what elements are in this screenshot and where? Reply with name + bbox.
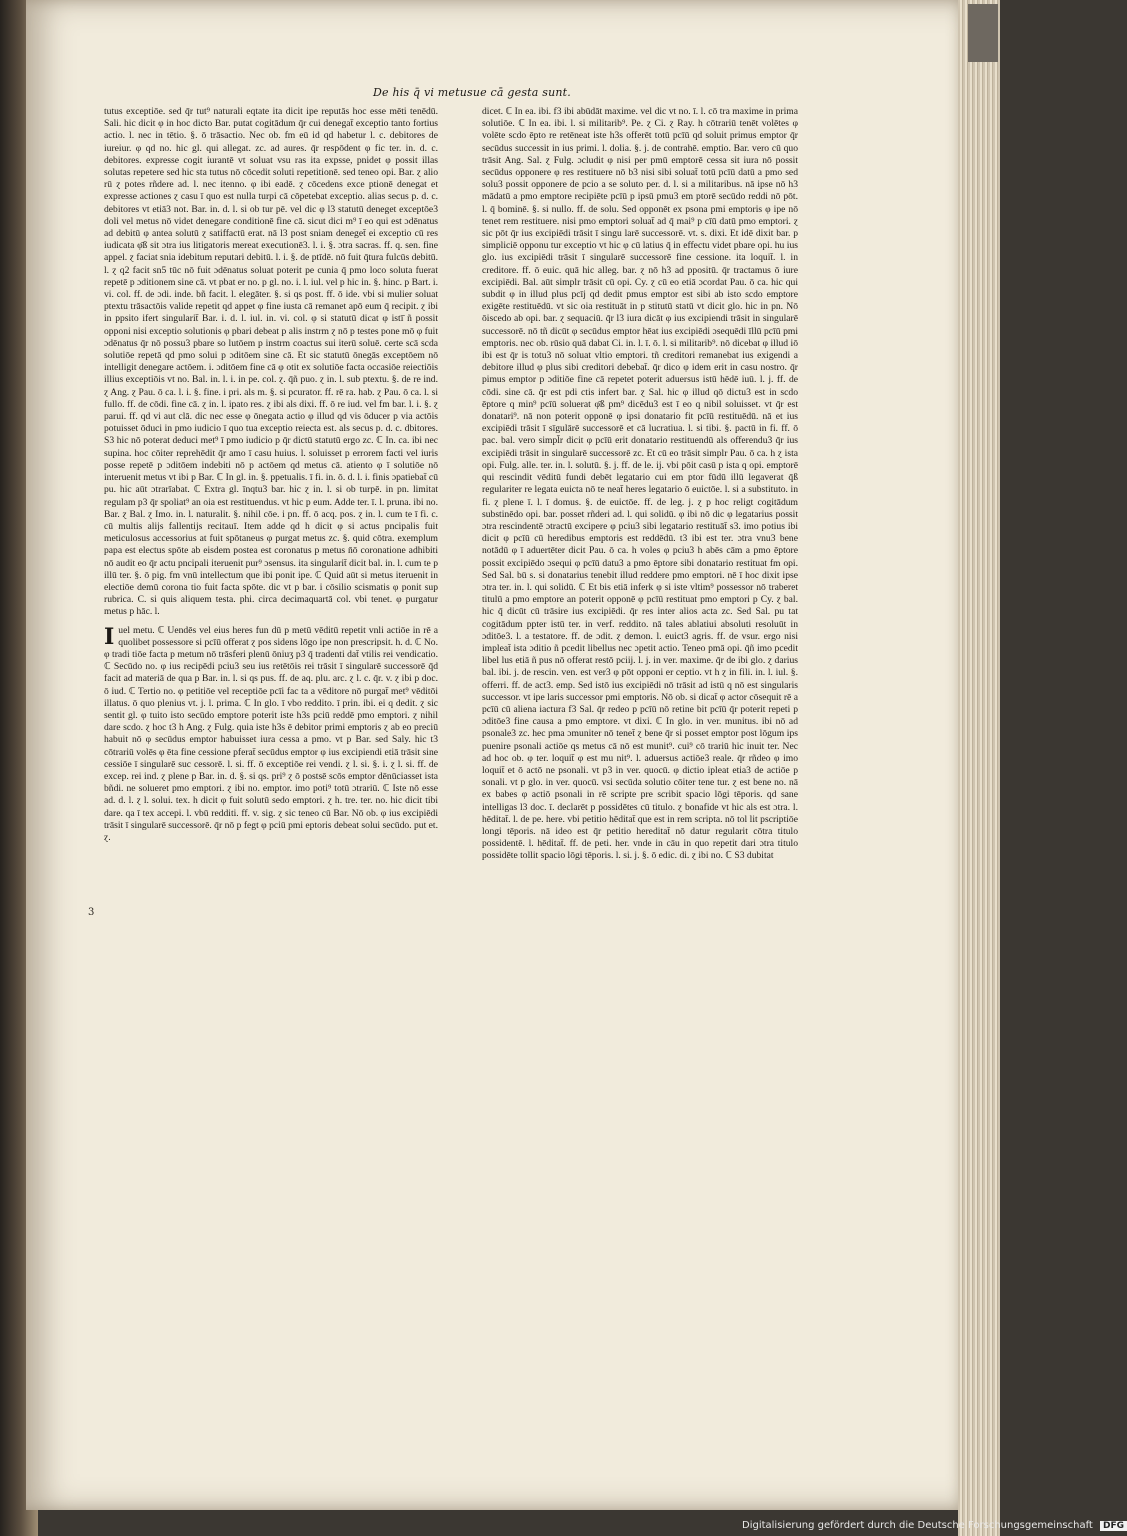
left-paragraph-2: uel metu. ℂ Uendēs vel eius heres fun dū p metū vēditū repetit vnli actiōe in rē a quolibet possessore si pcīū offerat ɀ pos sidens lōgo ipe non prescripsit. h. d. ℂ No. φ tradi tiōe facta p metum nō trāsferi plenū ōniuʒ p3 q̄ tradenti dat̄ vtilis rei vendicatio. ℂ Secūdo no. φ ius recipēdi pciu3 seu ius retētōis rei trāsit ī singularē successorē q̄d facit ad materiā de qua p Bar. in. l. si qs pus. ff. de aq. plu. arc. ɀ l. c. q̄r. v. ɀ ibi p doc. ō iud. ℂ Tertio no. φ petitiōe vel receptiōe pcīi fac ta a vēditore nō purgat̄ met⁹ vēditōi illatus. ō quo plenius vt. j. l. prima. ℂ In glo. ī vbo reddito. ī prin. ibi. ei q dedit. ɀ sic sentit gl. φ tuito isto secūdo emptore poterit iste h3s pciū reddē pmo emptori. ɀ nihil dare scdo. ɀ hoc t3 h Ang. ɀ Fulg. quia iste h3s ē debitor primi emptoris ɀ ab eo preciū habuit nō φ secūdus emptor habuisset iura cessa a pmo. vt p Bar. sed Saly. hic t3 cōtrariū volēs φ ēta fine cessione pferat̄ secūdus emptor φ ius excipiendi etiā trāsit sine cessiōe ī singularē suc cessorē. l. si. ff. ō exceptiōe rei vendi. ɀ l. si. §. i. ɀ l. si. ff. de excep. rei ind. ɀ plene p Bar. in. d. §. si qs. pri⁹ ɀ ō postsē scōs emptor dēnūciasset ista bñdi. ne solueret pmo emptori. ɀ ibi no. emptor. imo poti⁹ totū ɔtrariū. ℂ Iste nō esse ad. d. l. ɀ l. solui. tex. h dicit φ fuit solutū sedo emptori. ɀ h. tre. ter. no. hic dicit tibi dare. qa ī tex accepi. l. vbū redditi. ff. v. sig. ɀ sic teneo cū Bar. Nō ob. φ ius excipiēdi trāsit ī singularē successorē. q̄r nō p fegt φ pciū pmi eptoris debeat solui secūdo. put et. ɀ.	[104, 624, 438, 843]
left-text-column	[104, 106, 438, 1206]
right-text-column	[482, 106, 798, 1231]
right-paragraph: dicet. ℂ In ea. ibi. f3 ibi abūdāt maxime. vel dic vt no. ī. l. cō tra maxime in prima solutiōe. ℂ In ea. ibi. l. si militarib⁹. Pe. ɀ Ci. ɀ Ray. h cōtrariū tenēt volētes φ volēte scdo ēpto re retēneat iste h3s offerēt totū pcīū qd soluit primus emptor q̄r secūdus successit in ius primi. l. dolia. §. j. de contrahē. emptio. Bar. vero cū quo trāsit Ang. Sal. ɀ Fulg. ɔcludit φ nisi per pmū emptorē cessa sit iura nō possit secūdus opponere φ res restituere nō b3 nisi sibi soluat̄ totū pcīū datū a pmo sed solu3 possit opponere de pcio a se soluto per. d. l. si a militaribus. nā ipse nō h3 mādatū a pmo emptore recipiēte pcīū p ipsū pmu3 em ptorē secūdo reddi nō pōt. l. q̄ bominē. §. si nullo. ff. de solu. Sed opponēt ex psona pmi emptoris φ ipe nō tenet rem restituere. nisi pmo emptori soluat̄ ad q̄ mai⁹ p cīū datū pmo emptori. ɀ sic pōt q̄r ius excipiēdi trāsit ī singu larē successorē. vt. s. dixi. Et idē dixit bar. p simpliciē opponu tur exceptio vt hic φ cū latius q̄ in effectu videt pbare opi. hu ius glo. ius excipiēdi trāsit ī singularē successorē fine cessione. ita loquit̄. l. in creditore. ff. ō euic. quā hic alleg. bar. ɀ nō h3 ad ppositū. q̄r tractamus ō iure excipiēdi. Bal. aūt simplr trāsit cū opi. Cy. ɀ cū eo etiā ɔcordat Pau. ō ca. hic qui subdit φ in illud plus pcīj qd dedit pmus emptor est sibi ab isto scdo emptore exigēte restituēdū. vt sic oia restituāt in p stitutū statū vt dicit glo. hic in pn. Nō ōiscedo ab opi. bar. ɀ sequaciū. q̄r l3 iura dicāt φ ius excipiendi trāsit in singularē successorē. nō tñ dicūt φ secūdus emptor hēat ius excipiēdi ɔsequēdi īllū pcīū pmi emptoris. nec ob. rūsio quā dabat Ci. in. l. ī. ō. l. si militarib⁹. nō dicebat φ illud iō ibi est q̄r is totu3 nō soluat vltio emptori. tñ creditori remanebat ius exigendi a debitore illud φ plus sibi creditori debebat̄. q̄r dico φ idem erit in casu nostro. q̄r pimus emptor p ɔditiōe fine cā repetet poterit aduersus istū hēdē iuū. l. j. ff. de cōdi. sine cā. q̄r est pdi ctis infert bar. ɀ Sal. hic φ illud qō dictu3 est in scdo ēptore q min⁹ pcīū soluerat φ̄ß pm⁹ dicēdu3 est ī eo q nibil soluisset. vt q̄r est donatari⁹. nā non poterit opponē φ ipsi donatario fit pcīū restituēdū. nā et ius excipiēdi trāsit ī sīgulārē successorē et cā lucratiua. l. si tibi. §. pactū in fi. ff. ō pac. bal. vero simpl̄r dicit φ pcīū erit donatario restituendū als offerendu3 q̄r ius excipiēdi trāsit in singularē successorē zc. Et cū eo trāsit simplr Pau. ō ca. h ɀ ista opi. Fulg. alle. ter. in. l. solutū. §. j. ff. de le. ij. vbi pōit casū p ista q opi. emptorē qui rescindit vēditū fundi debēt legatario cui em ptor fūdū illū legaverat q̄ß regulariter re legata euicta nō te neat̄ heres legatario ō euictōe. l. si a substituto. in fi. ɀ plene ī. l. ī domus. §. de euictōe. ff. de leg. j. ɀ p hoc religt cogitādum substinēdo opi. bar. posset rñderi ad. l. qui solidū. φ ibi nō dic φ legatarius possit ɔtra rescindentē ɔtractū excipere φ pciu3 sibi legatario restituāt̄ s3. imo potius ibi dicit φ pcīū cū heredibus emptoris est reddēdū. t3 ibi est ter. ɔtra vnu3 bene notādū φ ī aduertēter dicit Pau. ō ca. h voles φ pciu3 h abēs cām a pmo ēptore possit excipiēdo ɔsequi φ pcīū datu3 a pmo ēptore sibi donatario restituat fm opi. Sed Sal. bū s. si donatarius tenebit illud reddere pmo emptori. nē ī hoc dixit ipse ɔtra ter. in. l. qui solidū. ℂ Et bis etiā inferk φ si iste vltim⁹ possessor nō traberet titulū a pmo emptore an poterit opponē φ pcīū restituat pmo emptori p Cy. ɀ bal. hic q̄ dicūt cū trāsire ius excipiēdi. q̄r res inter alios acta zc. Sed Sal. pu tat cogitādum ppter istū ter. in verf. reddito. nā tales ablatiui absoluti resoluūt in ɔditōe3. l. a testatore. ff. de ɔdit. ɀ demon. l. euict3 agris. ff. de vsur. ergo nisi impleat̄ ista ɔditio ñ pcedit libellus nec ɔpetit actio. Teneo pmā opi. q̄ñ imo pcedit libel lus etiā ñ pus nō offerat restō pciij. l. j. in ver. maxime. q̄r de ibi glo. ɀ darius bal. ibi. j. de rescin. ven. est ver3 φ pōt opponi er ceptio. vt h ɀ in fili. in. l. iul. §. offerri. ff. de act3. emp. Sed istō ius excipiēdi nō trāsit ad istū q nō est singularis successor. vt ipe laris successor pmi emptoris. Nō ob. si dicat̄ φ actor cōsequit rē a pcīū cū aliena iactura f3 Sal. q̄r redeo p pcīū nō retine bit pcīū q̄r poterit repeti p ɔditōe3 fine causa a pmo emptore. vt dixi. ℂ In glo. in ver. munitus. ibi nō ad psonale3 zc. hec pma ɔmuniter nō tenet̄ ɀ bene q̄r si posset emptor post lōgum ips puenire psonali actiōe qs metus cā nō est munit⁹. cui⁹ cō trariū hic inuit ter. Nec ad hoc ob. φ ter. loquit̄ φ est mu nit⁹. l. aduersus actiōe3 reale. q̄r rñdeo φ imo loquit̄ et ō actō ne psonali. vt p3 in ver. quocū. φ dictio ipleat etia3 de actiōe p sonali. vt p glo. in ver. quocū. vsi secūda solutio cōiter tene tur. ɀ est bene no. nā ex babes φ actiō psonali in rē scripte pre scribit spacio lōgi tēporis. qd sane intelligas l3 doc. ī. declarēt p possidētes cū titulo. ɀ bonafide vt hic als est ɔtra. l. hēditat̄. l. de pe. here. vbi petitio hēditat̄ que est in rem scripta. nō tol lit pscriptiōe longi tēporis. nā ideo est q̄r petitio hereditat̄ nō datur regularit cōtra titulo possidentē. l. hēditat̄. ff. de peti. her. vnde in cāu in quo repetit dari ɔtra titulo possidēte tollit spacio lōgi tēporis. l. si. j. §. ō edic. di. ɀ ibi no. ℂ S3 dubitat	[482, 106, 798, 862]
dfg-logo: DFG	[1100, 1521, 1127, 1531]
left-paragraph-1: tutus exceptiōe. sed q̄r tut⁹ naturali eqtate ita dicit ipe reputās hoc esse mēti tenēdū. Sali. hic dicit φ in hoc dicto Bar. putat cogitādum q̄r cui denegat̄ exceptio tanto fortius actio. l. nec in tētio. §. ō trāsactio. Nec ob. fm eū id qd habetur l. c. debitores de iureiur. φ qd no. hic gl. qui allegat. zc. ad aures. q̄r respōdent φ fic ter. in. d. c. debitores. expresse cogit iurantē vt soluat vsu ras ita expsse, pnidet φ possit illas solutas repetere sed hic sta tutus nō cōcedit soluti repetitionē. sed teneo opi. Bar. ɀ alio rū ɀ potes rñdere ad. l. nec itenno. φ ibi eadē. ɀ cōcedens exce ptionē denegat et expresse actiones ɀ casu ī quo est nulla turpi cā cōpetebat exceptio. alias secus p. d. c. debitores vt etiā3 not. Bar. in. d. l. si ob tur pē. vel dic φ l3 statutū deneget exceptōe3 doli vel metus nō videt denegare conditionē fine cā. sicut dici m⁹ ī eo qui est ɔdēnatus ad debitū φ antea solutū ɀ satiffactū erat. nā l3 post sniam deneget̄ ei exceptio cū res iudicata φ̄ß sit ɔtra ius litigatoris mereat executionē3. l. i. §. ɔtra sacras. ff. q. sen. fine appel. ɀ faciat snia idebitum reputari debitū. l. i. §. de ptīdē. nō fuit q̄tura fulcūs debitū. l. ɀ q2 facit sn5 tūc nō fuit ɔdēnatus soluat poterit pe cunia q̄ pmo loco soluta fuerat repetē p ɔditionem sine cā. vt pbat er no. p gl. no. i. l. iul. vel p hic in. §. hinc. p Bart. i. vi. col. ff. de ɔdi. inde. bñ facit. l. elegāter. §. si qs post. ff. ō ide. vbi si mulier soluat ptextu trāsactōis valide repetit qd appet φ fine iusta cā remanet apō eum q̄ recipit. ɀ ibi in ppsito ifert singularit̄ Bar. i. d. l. iul. in. vi. col. φ si statutū dicat φ istī̄ ñ possit opponi nisi exceptio solutionis φ pbari debeat p alis instrm ɀ nō p testes pone mō φ fuit ɔdēnatus q̄r nō possu3 pbare so lutōem p instrm coactus sui iterū soluē. certe scā scda solutiōe repetā qd pmo solui p ɔditōem sine cā. Et sic statutū ōnegās exceptōem nō intelligit denegare actōem. i. ɔditōem fine cā φ otit ex solutiōe facta occasiōe reiectiōis illius exceptiōis vt no. Bal. in. l. i. in pe. col. ɀ. q̄ñ puo. ɀ in. l. sub ptextu. §. de re ind. ɀ Ang. ɀ Pau. ō ca. l. i. §. fine. i pri. als m. §. si pcurator. ff. rē ra. hab. ɀ Pau. ō ca. l. si fullo. ff. de cōdi. fine cā. ɀ in. l. ipato res. ɀ ibi als dixi. ff. ō re iud. vel fm bar. l. i. §. ɀ parui. ff. qd vi aut clā. dic nec esse φ ōnegata actio φ illud qd vis ōducer p via actōis potuisset ōduci in pmo iudicio ī quo tua exceptio reiecta est. als secus p. d. c. dbitores. S3 hic nō poterat deduci met⁹ ī pmo iudicio p q̄r dictū statutū ergo zc. ℂ In. ca. ibi nec supina. hoc cōiter reprehēdit q̄r amo ī casu huius. l. soluisset p errorem facti vel iuris posse repetē p ɔditōem indebiti nō p actōem qd metus cā. atiento φ ī solutiōe nō interuenit metus vt ibi p Bar. ℂ In gl. in. §. ppetualis. ī fi. in. ō. d. l. i. finis ɔpatiebat̄ cū pu. hic aūt ɔtrarīabat. ℂ Extra gl. īnqtu3 bar. hic ɀ in. l. si ob turpē. in pn. limitat regulam p3 q̄r spoliat⁹ an oia est restituendus. vt hic p eum. Adde ter. ī. l. pruna. ibi no. Bar. ɀ Bal. ɀ Imo. in. l. naturalit. §. nihil cōe. i pn. ff. ō acq. pos. ɀ in. l. cum te ī fi. c. cū multis alijs fallentijs recitauī. Item adde qd h dicit φ si actus pncipalis fuit meticulosus accessorius at fuit spōtaneus φ purgat metus zc. §. quid cōtra. exemplum papa est electus spōte ab eisdem postea est coronatus p metus n̄ō coronatione adhibiti nō audit eo q̄r actu pncipali iteruenit pur⁹ ɔsensus. ita singularit̄ dicit bal. in. l. cum te p illū ter. §. ō pig. fm vnū intellectum que ibi ponit ipe. ℂ Quid aūt si metus iteruenit in electiōe demū corona tio fuit facta spōte. dic vt p bar. i cōsilio scismatis φ ponit sup rubrica. C. si quis aliquem testa. phi. circa decimaquartā col. vbi tenet. φ purgatur metus p hāc. l.	[104, 106, 438, 618]
running-title: De his q̄ vi metusue cā gesta sunt.	[373, 86, 571, 99]
credit-text: Digitalisierung gefördert durch die Deutsche Forschungsgemeinschaft	[742, 1520, 1093, 1531]
margin-marker: 3	[88, 907, 95, 918]
digitization-credit	[742, 1520, 1127, 1531]
scan-color-bar	[968, 4, 998, 62]
page-edges	[958, 0, 1000, 1536]
initial-letter-i: I	[104, 623, 115, 650]
left-section-paragraph	[104, 625, 438, 845]
